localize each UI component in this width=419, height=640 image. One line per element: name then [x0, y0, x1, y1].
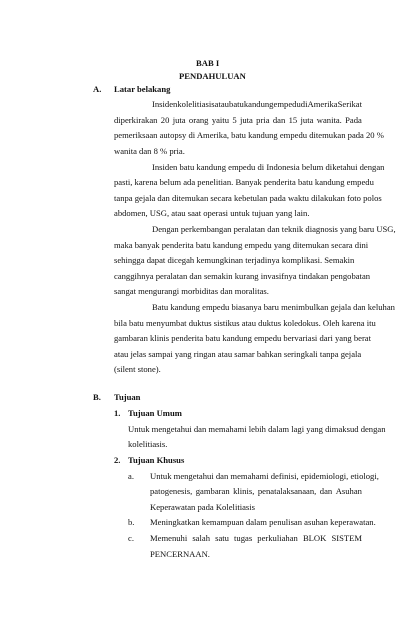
item-c-marker: c. — [128, 533, 134, 543]
paragraph-3-line-1: Dengan perkembangan peralatan dan teknik diagnosis yang baru USG, — [152, 224, 396, 234]
item-a-line-3: Keperawatan pada Kolelitiasis — [150, 502, 255, 512]
paragraph-1-line-3: pemeriksaan autopsy di Amerika, batu kandung empedu ditemukan pada 20 % — [114, 130, 384, 140]
subsection-1-heading: Tujuan Umum — [128, 408, 182, 418]
paragraph-4-line-1: Batu kandung empedu biasanya baru menimbulkan gejala dan keluhan — [152, 302, 395, 312]
item-c-line-1: Memenuhi salah satu tugas perkuliahan BLOK SISTEM — [150, 533, 362, 543]
chapter-title: PENDAHULUAN — [179, 71, 246, 81]
item-a-line-1: Untuk mengetahui dan memahami definisi, epidemiologi, etiologi, — [150, 471, 379, 481]
paragraph-4-line-2: bila batu menyumbat duktus sistikus atau duktus koledokus. Oleh karena itu — [114, 318, 376, 328]
paragraph-2-line-1: Insiden batu kandung empedu di Indonesia belum diketahui dengan — [152, 162, 385, 172]
paragraph-1-line-2: diperkirakan 20 juta orang yaitu 5 juta pria dan 15 juta wanita. Pada — [114, 115, 362, 125]
item-a-line-2: patogenesis, gambaran klinis, penatalaksanaan, dan Asuhan — [150, 486, 362, 496]
paragraph-1-line-4: wanita dan 8 % pria. — [114, 146, 185, 156]
subsection-1-line-1: Untuk mengetahui dan memahami lebih dalam lagi yang dimaksud dengan — [128, 424, 386, 434]
paragraph-2-line-4: abdomen, USG, atau saat operasi untuk tujuan yang lain. — [114, 208, 310, 218]
paragraph-4-line-4: atau jelas sampai yang ringan atau samar bahkan seringkali tanpa gejala — [114, 349, 362, 359]
item-b-line-1: Meningkatkan kemampuan dalam penulisan asuhan keperawatan. — [150, 517, 376, 527]
paragraph-3-line-2: maka banyak penderita batu kandung empedu yang ditemukan secara dini — [114, 240, 369, 250]
paragraph-2-line-2: pasti, karena belum ada penelitian. Banyak penderita batu kandung empedu — [114, 177, 374, 187]
subsection-1-line-2: kolelitiasis. — [128, 439, 168, 449]
section-b-heading: Tujuan — [114, 392, 141, 402]
subsection-2-marker: 2. — [114, 455, 121, 465]
paragraph-3-line-4: canggihnya peralatan dan semakin kurang invasifnya tindakan pengobatan — [114, 271, 371, 281]
paragraph-4-line-3: gambaran klinis penderita batu kandung empedu bervariasi dari yang berat — [114, 333, 372, 343]
item-a-marker: a. — [128, 471, 134, 481]
item-b-marker: b. — [128, 517, 135, 527]
chapter-label: BAB I — [196, 58, 220, 68]
item-c-line-2: PENCERNAAN. — [150, 549, 210, 559]
subsection-1-marker: 1. — [114, 408, 121, 418]
paragraph-1-line-1: Insiden kolelitiasis atau batu kandung empedu di Amerika Serikat — [152, 99, 362, 109]
section-a-heading: Latar belakang — [114, 84, 171, 94]
paragraph-4-line-5: (silent stone). — [114, 364, 161, 374]
section-a-marker: A. — [93, 84, 102, 94]
paragraph-3-line-5: sangat mengurangi morbiditas dan moralitas. — [114, 286, 269, 296]
subsection-2-heading: Tujuan Khusus — [128, 455, 185, 465]
section-b-marker: B. — [93, 392, 101, 402]
paragraph-3-line-3: sehingga dapat dicegah kemungkinan terjadinya komplikasi. Semakin — [114, 255, 355, 265]
paragraph-2-line-3: tanpa gejala dan ditemukan secara kebetulan pada waktu dilakukan foto polos — [114, 193, 382, 203]
